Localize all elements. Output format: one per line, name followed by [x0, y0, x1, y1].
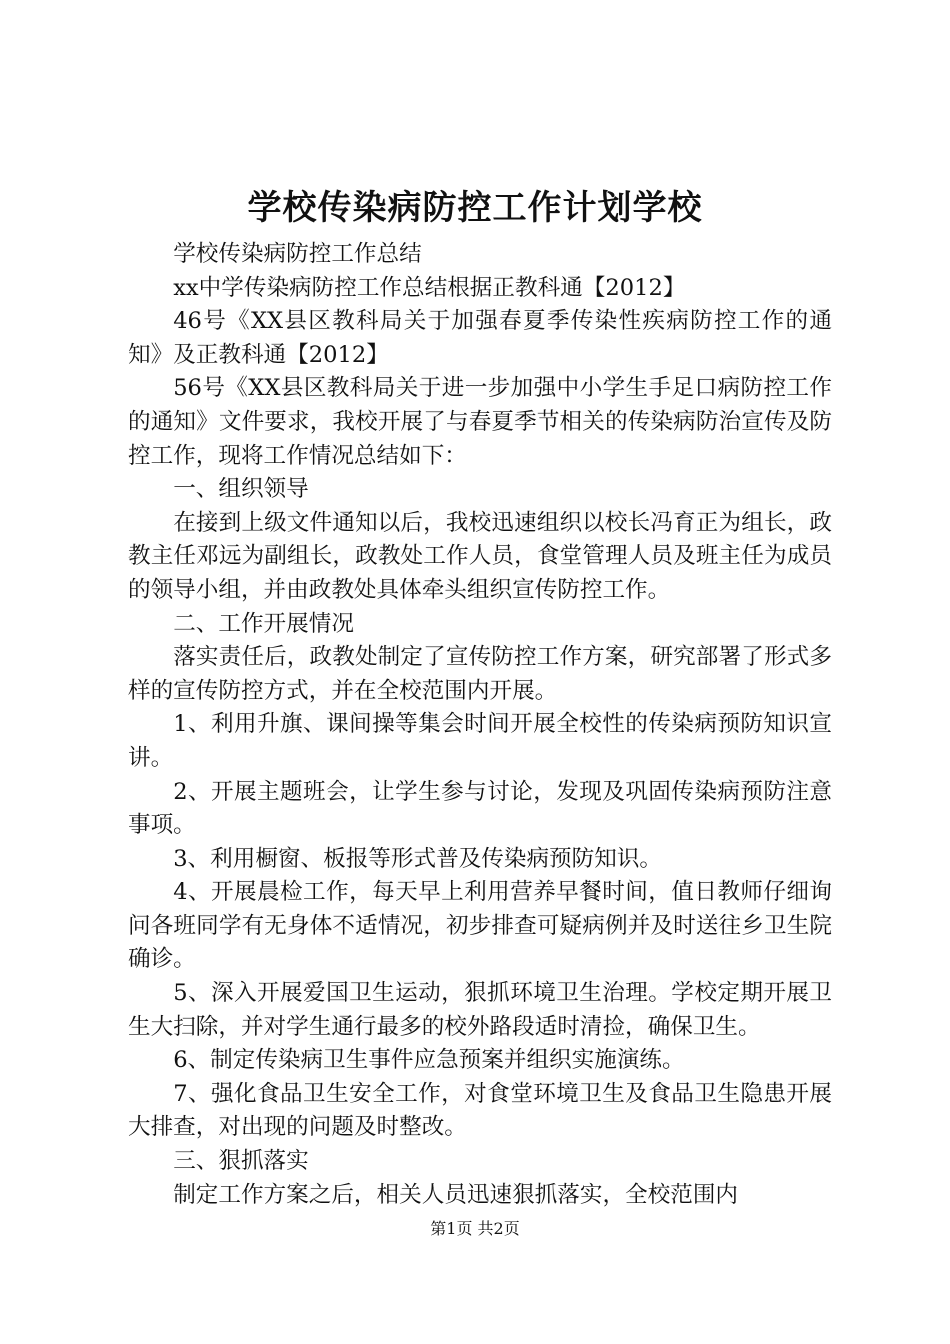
- section-heading: 二、工作开展情况: [173, 610, 354, 637]
- paragraph: xx中学传染病防控工作总结根据正教科通【2012】: [173, 274, 686, 301]
- list-item: 3、利用橱窗、板报等形式普及传染病预防知识。: [173, 845, 663, 872]
- paragraph: 46号《XX县区教科局关于加强春夏季传染性疾病防控工作的通知》及正教科通【2012】: [128, 308, 832, 368]
- page-footer: 第1页 共2页: [430, 1219, 520, 1238]
- paragraph: 学校传染病防控工作总结: [173, 241, 422, 267]
- list-item: 2、开展主题班会，让学生参与讨论，发现及巩固传染病预防注意事项。: [128, 778, 832, 839]
- list-item: 7、强化食品卫生安全工作，对食堂环境卫生及食品卫生隐患开展大排查，对出现的问题及时整改。: [128, 1080, 832, 1141]
- list-item: 6、制定传染病卫生事件应急预案并组织实施演练。: [173, 1047, 685, 1074]
- section-heading: 一、组织领导: [173, 476, 309, 503]
- list-item: 4、开展晨检工作，每天早上利用营养早餐时间，值日教师仔细询问各班同学有无身体不适情况，初步排查可疑病例并及时送往乡卫生院确诊。: [128, 879, 832, 973]
- paragraph: 落实责任后，政教处制定了宣传防控工作方案，研究部署了形式多样的宣传防控方式，并在全校范围内开展。: [128, 644, 832, 704]
- document-body: [128, 238, 832, 1212]
- paragraph: 在接到上级文件通知以后，我校迅速组织以校长冯育正为组长，政教主任邓远为副组长，政教处工作人员，食堂管理人员及班主任为成员的领导小组，并由政教处具体牵头组织宣传防控工作。: [128, 509, 832, 603]
- section-heading: 三、狠抓落实: [173, 1148, 309, 1175]
- list-item: 5、深入开展爱国卫生运动，狠抓环境卫生治理。学校定期开展卫生大扫除，并对学生通行最多的校外路段适时清捡，确保卫生。: [128, 980, 832, 1040]
- document-title: 学校传染病防控工作计划学校: [247, 188, 703, 228]
- list-item: 1、利用升旗、课间操等集会时间开展全校性的传染病预防知识宣讲。: [128, 711, 832, 771]
- paragraph: 制定工作方案之后，相关人员迅速狠抓落实，全校范围内: [173, 1181, 739, 1208]
- paragraph: 56号《XX县区教科局关于进一步加强中小学生手足口病防控工作的通知》文件要求，我校开展了与春夏季节相关的传染病防治宣传及防控工作，现将工作情况总结如下：: [128, 375, 832, 469]
